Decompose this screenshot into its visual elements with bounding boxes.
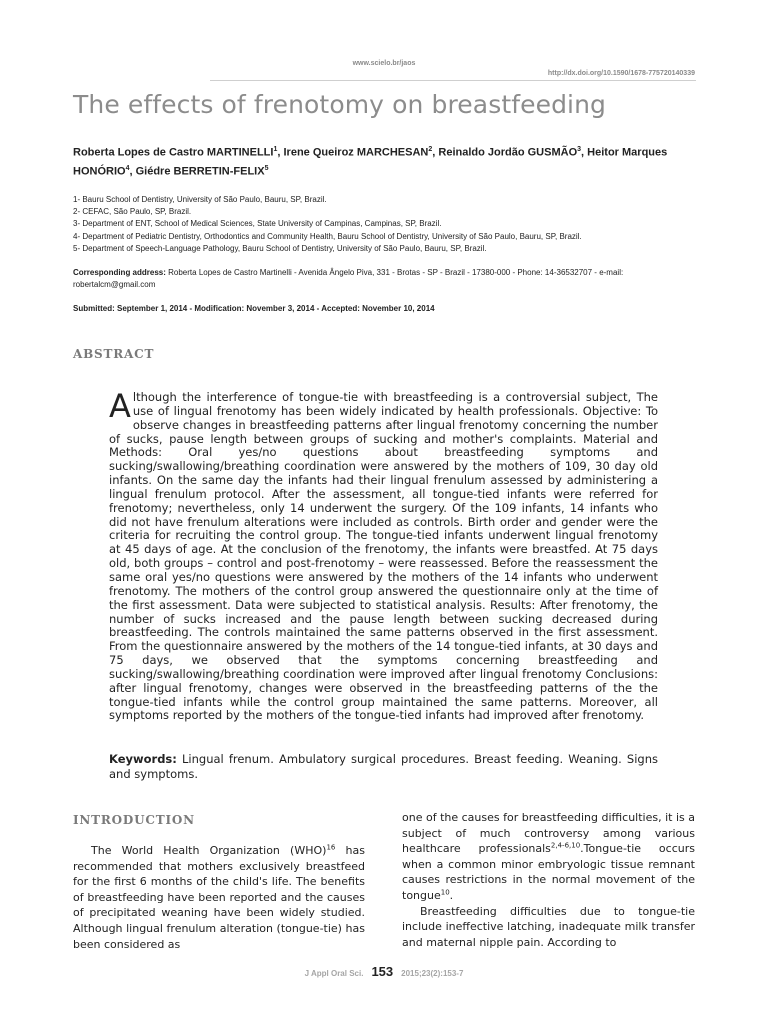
- keywords: [109, 752, 658, 782]
- intro-column-left: [73, 843, 365, 952]
- citation-info: 2015;23(2):153-7: [401, 969, 464, 978]
- affiliation-item: 2- CEFAC, São Paulo, SP, Brazil.: [73, 207, 192, 217]
- article-title: The effects of frenotomy on breastfeeding: [73, 90, 607, 119]
- page-footer: [0, 964, 768, 979]
- introduction-heading: INTRODUCTION: [73, 813, 195, 827]
- submission-dates: Submitted: September 1, 2014 - Modification: November 3, 2014 - Accepted: November 10, 2014: [73, 304, 435, 313]
- page-number: 153: [371, 964, 394, 979]
- author-affiliation-ref: 1: [273, 146, 278, 153]
- journal-name: J Appl Oral Sci.: [304, 969, 364, 978]
- site-url[interactable]: www.scielo.br/jaos: [352, 60, 416, 67]
- author-name: Irene Queiroz MARCHESAN: [283, 146, 429, 159]
- affiliation-item: 1- Bauru School of Dentistry, University of São Paulo, Bauru, SP, Brazil.: [73, 195, 327, 204]
- intro-paragraph: [402, 810, 695, 904]
- citation-ref[interactable]: 16: [326, 843, 336, 852]
- intro-text: .: [449, 888, 454, 902]
- keywords-label: Keywords:: [109, 752, 177, 766]
- affiliation-list: [73, 194, 693, 255]
- citation-ref[interactable]: 2,4-6,10: [550, 841, 581, 850]
- author-affiliation-ref: 4: [125, 164, 130, 172]
- author-separator: ,: [277, 146, 284, 159]
- author-separator: ,: [432, 146, 439, 159]
- author-affiliation-ref: 3: [577, 146, 582, 153]
- corresponding-text: Roberta Lopes de Castro Martinelli - Avenida Ângelo Piva, 331 - Brotas - SP - Brazil - 17380-000 - Phone: 14-36532707 - e-mail: robertalcm@gmail.com: [73, 268, 624, 289]
- author-name: Giédre BERRETIN-FELIX: [135, 165, 265, 178]
- affiliation-item: 3- Department of ENT, School of Medical Sciences, State University of Campinas, Campinas, SP, Brazil.: [73, 219, 442, 229]
- affiliation-item: 5- Department of Speech-Language Pathology, Bauru School of Dentistry, University of São Paulo, Bauru, SP, Brazil.: [73, 243, 487, 253]
- author-separator: ,: [129, 165, 136, 178]
- author-name: Roberta Lopes de Castro MARTINELLI: [73, 146, 274, 159]
- abstract-text: lthough the interference of tongue-tie with breastfeeding is a controversial subject, The use of lingual frenotomy has been widely indicated by health professionals. Objective: To observe changes in breastfeeding patterns after lingual frenotomy concerning the number of sucks, pause length between groups of sucking and mother's complaints. Material and Methods: Oral yes/no questions about breastfeeding symptoms and sucking/swallowing/breathing coordination were answered by the mothers of 109, 30 day old infants. On the same day the infants had their lingual frenulum assessed by administering a lingual frenulum protocol. After the assessment, all tongue-tied infants were referred for frenotomy; nevertheless, only 14 underwent the surgery. Of the 109 infants, 14 infants who did not have frenulum alterations were included as controls. Birth order and gender were the criteria for recruiting the control group. The tongue-tied infants underwent lingual frenotomy at 45 days of age. At the conclusion of the frenotomy, the infants were breastfed. At 75 days old, both groups – control and post-frenotomy – were reassessed. Before the reassessment the same oral yes/no questions were answered by the mothers of the 14 infants who underwent frenotomy. The mothers of the control group answered the questionnaire only at the time of the first assessment. Data were subjected to statistical analysis. Results: After frenotomy, the number of sucks increased and the pause length between sucking decreased during breastfeeding. The controls maintained the same patterns observed in the first assessment. From the questionnaire answered by the mothers of the 14 tongue-tied infants, at 30 days and 75 days, we observed that the symptoms concerning breastfeeding and sucking/swallowing/breathing coordination were improved after lingual frenotomy Conclusions: after lingual frenotomy, changes were observed in the breastfeeding patterns of the the tongue-tied infants while the control group maintained the same patterns. Moreover, all symptoms reported by the mothers of the tongue-tied infants had improved after frenotomy.: [109, 390, 658, 723]
- keywords-text: Lingual frenum. Ambulatory surgical procedures. Breast feeding. Weaning. Signs and symptoms.: [109, 752, 658, 781]
- intro-text: one of the causes for breastfeeding difficulties, it is a subject of much controversy among various healthcare professionals: [402, 811, 695, 856]
- author-separator: ,: [581, 146, 588, 159]
- drop-cap: A: [109, 387, 131, 425]
- intro-paragraph: [73, 843, 365, 952]
- author-affiliation-ref: 5: [264, 164, 269, 172]
- author-name: Heitor Marques HONÓRIO: [73, 146, 668, 178]
- corresponding-address: [73, 267, 698, 291]
- abstract-heading: ABSTRACT: [73, 347, 155, 361]
- doi-link[interactable]: http://dx.doi.org/10.1590/1678-775720140339: [547, 70, 695, 77]
- corresponding-label: Corresponding address:: [73, 268, 166, 277]
- abstract-body: [109, 387, 658, 723]
- author-affiliation-ref: 2: [428, 146, 433, 153]
- intro-text: The World Health Organization (WHO): [91, 844, 327, 857]
- intro-text: .Tongue-tie occurs when a common minor embryologic tissue remnant causes restrictions in the normal movement of the tongue: [402, 842, 695, 902]
- citation-ref[interactable]: 10: [440, 888, 450, 897]
- intro-column-right: [402, 810, 695, 950]
- intro-text: has recommended that mothers exclusively breastfeed for the first 6 months of the child's life. The benefits of breastfeeding have been reported and the causes of precipitated weaning have been widely studied. Although lingual frenulum alteration (tongue-tie) has been considered as: [73, 844, 365, 951]
- author-name: Reinaldo Jordão GUSMÃO: [438, 146, 578, 159]
- intro-paragraph: Breastfeeding difficulties due to tongue-tie include ineffective latching, inadequate milk transfer and maternal nipple pain. According to: [402, 904, 695, 949]
- author-list: [73, 142, 698, 179]
- header-rule: [210, 80, 696, 81]
- affiliation-item: 4- Department of Pediatric Dentistry, Orthodontics and Community Health, Bauru School of Dentistry, University of São Paulo, Bauru, SP, Brazil.: [73, 231, 582, 241]
